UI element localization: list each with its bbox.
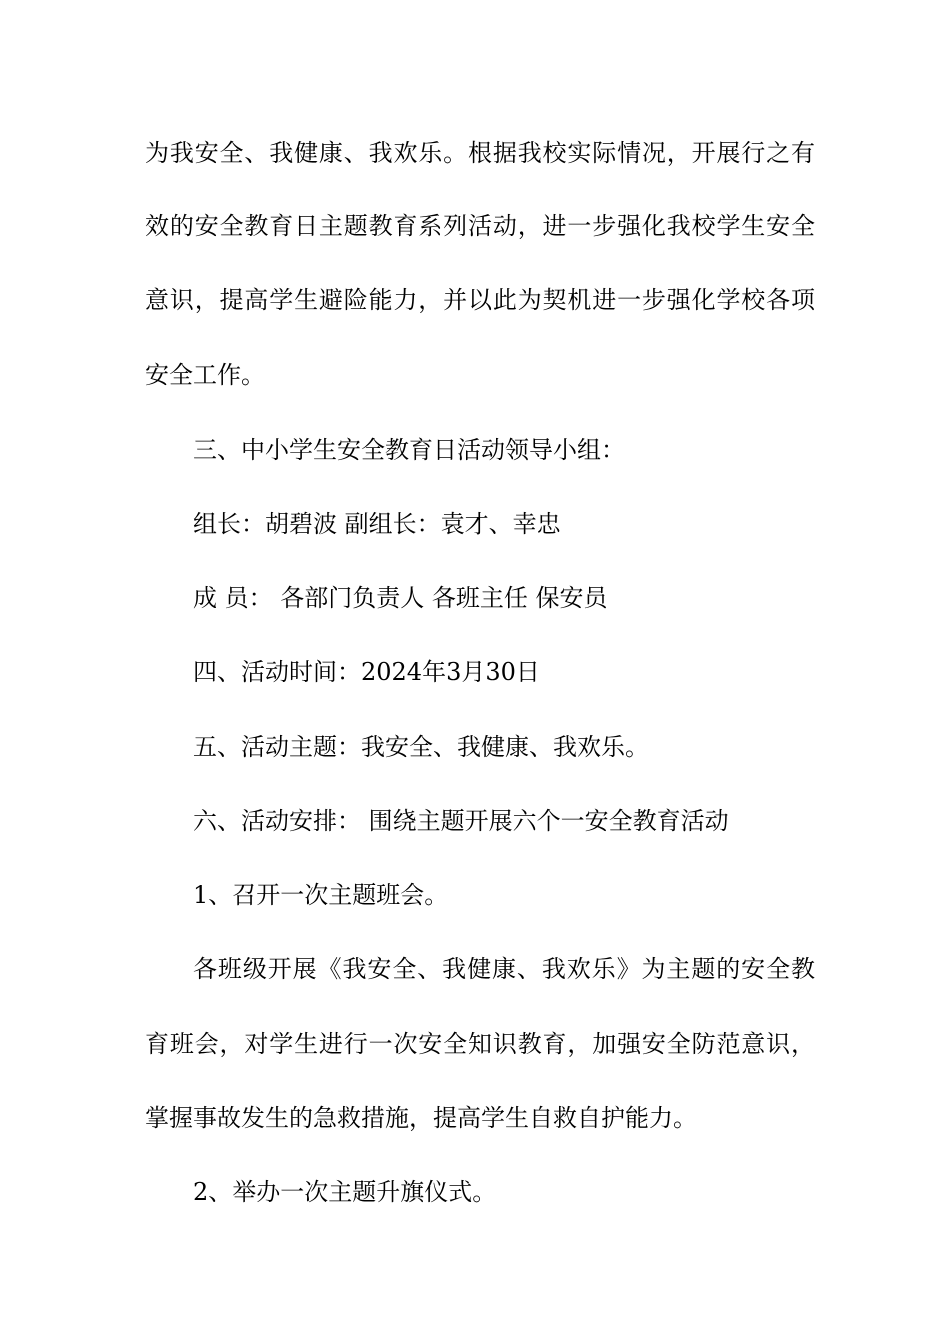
paragraph-line: 效的安全教育日主题教育系列活动，进一步强化我校学生安全 xyxy=(145,212,815,240)
section-heading: 四、活动时间：2024年3月30日 xyxy=(193,658,540,686)
paragraph-line: 育班会，对学生进行一次安全知识教育，加强安全防范意识， xyxy=(145,1030,815,1058)
paragraph-line: 掌握事故发生的急救措施，提高学生自救自护能力。 xyxy=(145,1104,697,1132)
paragraph-line: 意识，提高学生避险能力，并以此为契机进一步强化学校各项 xyxy=(145,286,815,314)
paragraph-line: 安全工作。 xyxy=(145,361,265,389)
paragraph-line: 为我安全、我健康、我欢乐。根据我校实际情况，开展行之有 xyxy=(145,139,815,167)
section-heading: 三、中小学生安全教育日活动领导小组： xyxy=(193,436,625,464)
item-heading: 2、举办一次主题升旗仪式。 xyxy=(193,1178,497,1206)
members-line: 成 员： 各部门负责人 各班主任 保安员 xyxy=(193,584,608,612)
section-heading: 五、活动主题：我安全、我健康、我欢乐。 xyxy=(193,733,649,761)
paragraph-line: 各班级开展《我安全、我健康、我欢乐》为主题的安全教 xyxy=(193,955,815,983)
section-heading: 六、活动安排： 围绕主题开展六个一安全教育活动 xyxy=(193,807,729,835)
leader-line: 组长：胡碧波 副组长：袁才、幸忠 xyxy=(193,510,561,538)
item-heading: 1、召开一次主题班会。 xyxy=(193,881,449,909)
